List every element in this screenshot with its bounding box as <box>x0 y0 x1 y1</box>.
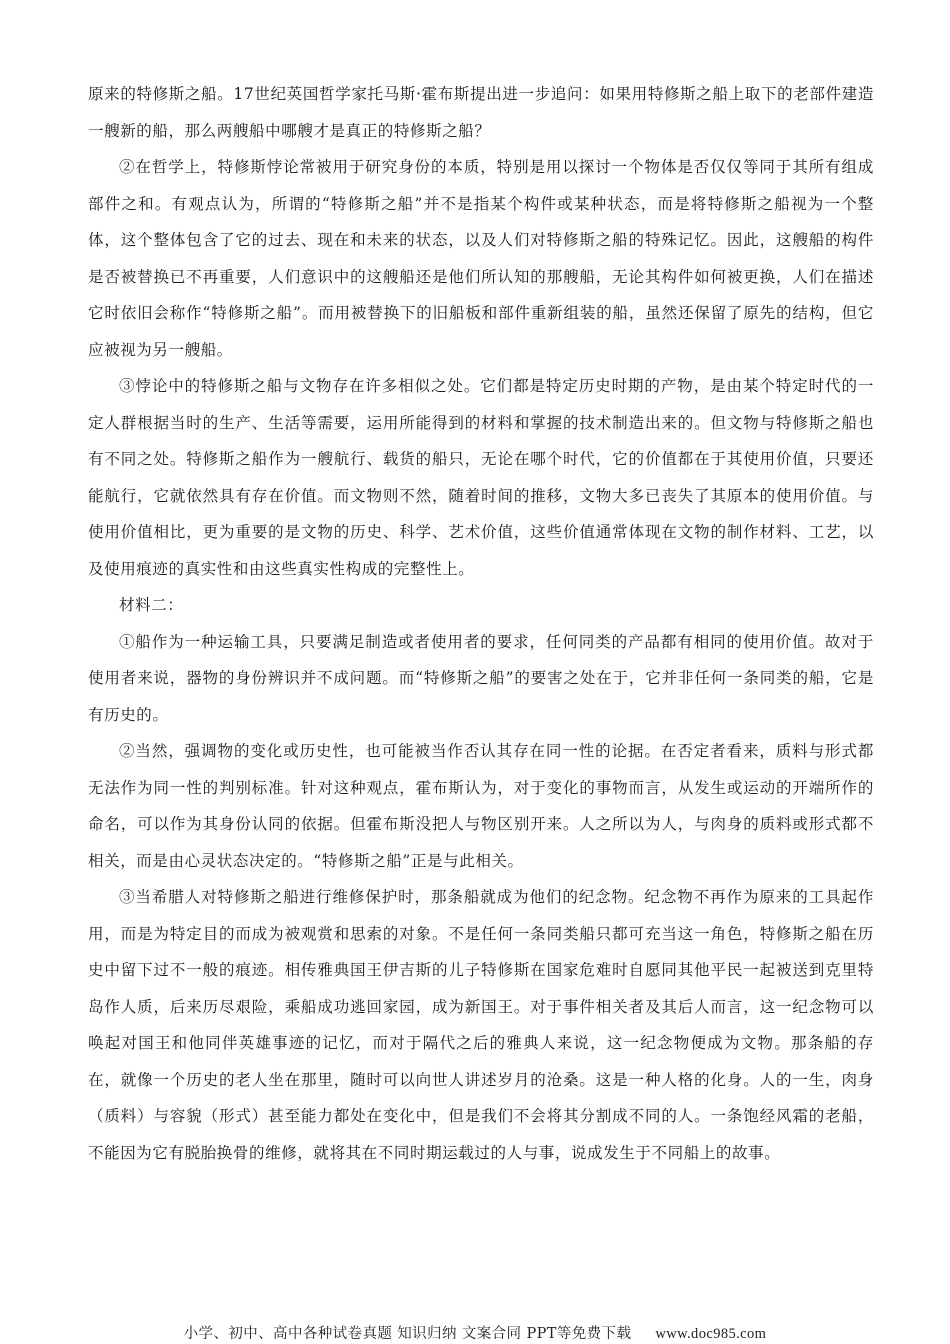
paragraph-material1-2: ②在哲学上，特修斯悖论常被用于研究身份的本质，特别是用以探讨一个物体是否仅仅等同于其所有组成部件之和。有观点认为，所谓的“特修斯之船”并不是指某个构件或某种状态，而是将特修斯之船视为一个整体，这个整体包含了它的过去、现在和未来的状态，以及人们对特修斯之船的特殊记忆。因此，这艘船的构件是否被替换已不再重要，人们意识中的这艘船还是他们所认知的那艘船，无论其构件如何被更换，人们在描述它时依旧会称作“特修斯之船”。而用被替换下的旧船板和部件重新组装的船，虽然还保留了原先的结构，但它应被视为另一艘船。 <box>88 158 874 359</box>
footer-site-link[interactable]: www.doc985.com <box>655 1326 767 1342</box>
page-footer <box>0 1322 950 1343</box>
paragraph-material2-1: ①船作为一种运输工具，只要满足制造或者使用者的要求，任何同类的产品都有相同的使用价值。故对于使用者来说，器物的身份辨识并不成问题。而“特修斯之船”的要害之处在于，它并非任何一条同类的船，它是有历史的。 <box>88 632 874 724</box>
paragraph-intro-continuation: 原来的特修斯之船。17世纪英国哲学家托马斯·霍布斯提出进一步追问：如果用特修斯之船上取下的老部件建造一艘新的船，那么两艘船中哪艘才是真正的特修斯之船？ <box>88 85 874 140</box>
paragraph-material2-2: ②当然，强调物的变化或历史性，也可能被当作否认其存在同一性的论据。在否定者看来，质料与形式都无法作为同一性的判别标准。针对这种观点，霍布斯认为，对于变化的事物而言，从发生或运动的开端所作的命名，可以作为其身份认同的依据。但霍布斯没把人与物区别开来。人之所以为人，与肉身的质料或形式都不相关，而是由心灵状态决定的。“特修斯之船”正是与此相关。 <box>88 742 874 870</box>
footer-text: 小学、初中、高中各种试卷真题 知识归纳 文案合同 PPT等免费下载 <box>183 1326 632 1342</box>
paragraph-material2-3: ③当希腊人对特修斯之船进行维修保护时，那条船就成为他们的纪念物。纪念物不再作为原来的工具起作用，而是为特定目的而成为被观赏和思索的对象。不是任何一条同类船只都可充当这一角色，特修斯之船在历史中留下过不一般的痕迹。相传雅典国王伊吉斯的儿子特修斯在国家危难时自愿同其他平民一起被送到克里特岛作人质，后来历尽艰险，乘船成功逃回家园，成为新国王。对于事件相关者及其后人而言，这一纪念物可以唤起对国王和他同伴英雄事迹的记忆，而对于隔代之后的雅典人来说，这一纪念物便成为文物。那条船的存在，就像一个历史的老人坐在那里，随时可以向世人讲述岁月的沧桑。这是一种人格的化身。人的一生，肉身（质料）与容貌（形式）甚至能力都处在变化中，但是我们不会将其分割成不同的人。一条饱经风霜的老船，不能因为它有脱胎换骨的维修，就将其在不同时期运载过的人与事，说成发生于不同船上的故事。 <box>88 888 874 1162</box>
document-body <box>88 76 874 1171</box>
section-heading-material2: 材料二： <box>119 596 184 614</box>
paragraph-material1-3: ③悖论中的特修斯之船与文物存在许多相似之处。它们都是特定历史时期的产物，是由某个特定时代的一定人群根据当时的生产、生活等需要，运用所能得到的材料和掌握的技术制造出来的。但文物与特修斯之船也有不同之处。特修斯之船作为一艘航行、载货的船只，无论在哪个时代，它的价值都在于其使用价值，只要还能航行，它就依然具有存在价值。而文物则不然，随着时间的推移，文物大多已丧失了其原本的使用价值。与使用价值相比，更为重要的是文物的历史、科学、艺术价值，这些价值通常体现在文物的制作材料、工艺，以及使用痕迹的真实性和由这些真实性构成的完整性上。 <box>88 377 874 578</box>
